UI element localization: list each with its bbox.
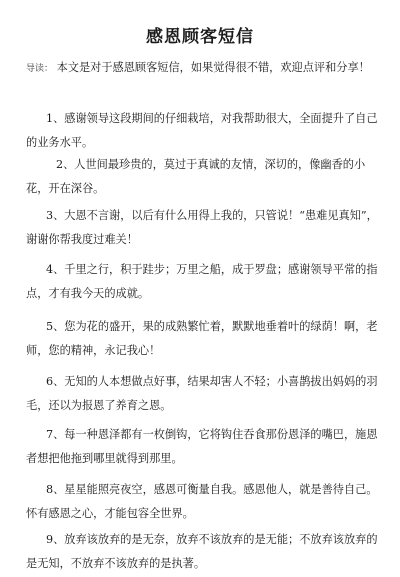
list-item: 4、千里之行，积于跬步；万里之船，成于罗盘；感谢领导平常的指点，才有我今天的成就。 [26,263,378,300]
list-item: 8、星星能照亮夜空，感恩可衡量自我。感恩他人，就是善待自己。怀有感恩之心，才能包容全世界。 [26,483,378,520]
list-item: 9、放弃该放弃的是无奈，放弃不该放弃的是无能；不放弃该放弃的是无知，不放弃不该放弃的是执著。 [26,533,378,570]
document-title: 感恩顾客短信 [146,27,254,47]
list-item: 2、人世间最珍贵的，莫过于真诚的友情，深切的，像幽香的小花，开在深谷。 [26,158,366,195]
list-item: 6、无知的人本想做点好事，结果却害人不轻；小喜鹊拔出妈妈的羽毛，还以为报恩了养育之恩。 [26,375,378,412]
list-item: 5、您为花的盛开，果的成熟繁忙着，默默地垂着叶的绿荫！啊，老师，您的精神，永记我心！ [26,320,378,357]
list-item: 1、感谢领导这段期间的仔细栽培，对我帮助很大，全面提升了自己的业务水平。 [26,112,378,149]
list-item: 7、每一种恩泽都有一枚倒钩，它将钩住吞食那份恩泽的嘴巴，施恩者想把他拖到哪里就得到那里。 [26,428,378,465]
list-item: 3、大恩不言谢，以后有什么用得上我的，只管说！“患难见真知”，谢谢你帮我度过难关！ [26,209,378,246]
intro-paragraph [26,56,378,81]
intro-label: 导读： [26,64,54,74]
intro-text: 本文是对于感恩顾客短信，如果觉得很不错，欢迎点评和分享！ [56,61,370,74]
